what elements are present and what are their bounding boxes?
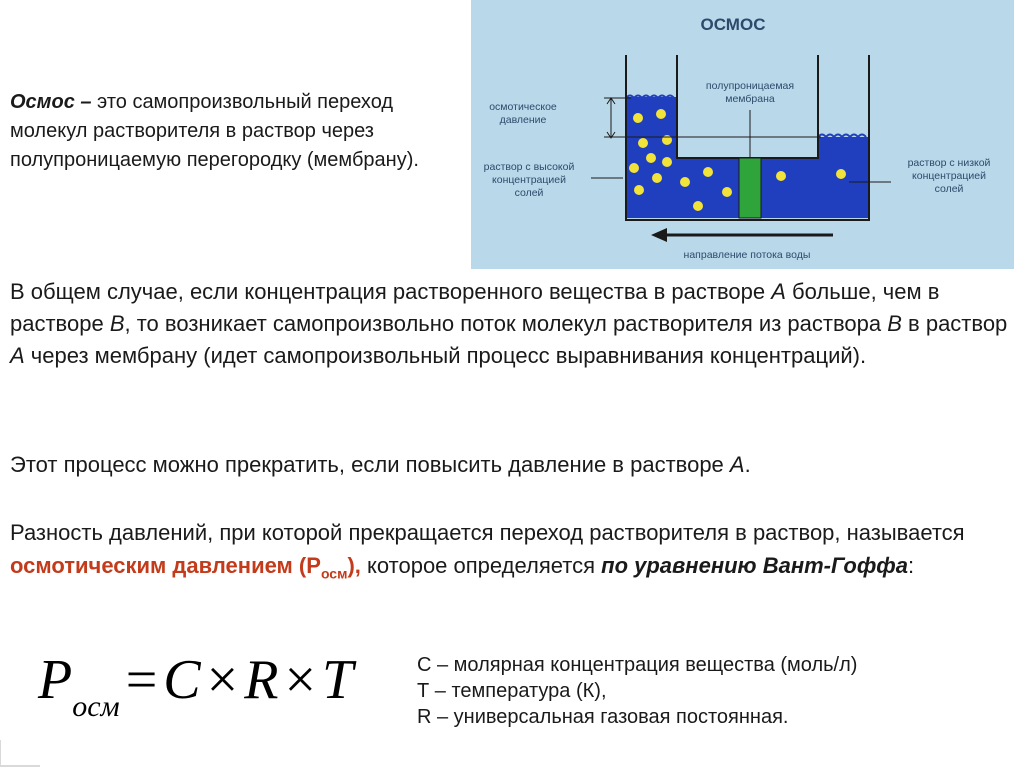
legend-temperature: Т – температура (К),: [417, 680, 607, 702]
definition-term: Осмос –: [10, 91, 92, 113]
center-divider-walls: [677, 55, 818, 158]
osmosis-diagram: [471, 0, 1014, 269]
definition-text: это самопроизвольный переход молекул растворителя в раствор через полупроницаемую перегородку (мембрану).: [10, 91, 419, 171]
osmosis-diagram-svg: [471, 0, 1014, 269]
flow-arrowhead: [651, 228, 667, 242]
osmotic-pressure-subscript: осм: [320, 565, 348, 582]
para3-text-1: Разность давлений, при которой прекращается переход растворителя в раствор, называется: [10, 520, 965, 545]
osmotic-pressure-term-text: осмотическим давлением (Р: [10, 553, 321, 578]
high-label-2: концентрацией: [492, 174, 566, 186]
para1-text-4: в раствор: [901, 311, 1008, 336]
osmosis-definition: [10, 88, 460, 175]
vant-hoff-formula: [38, 648, 408, 728]
para1-text-5: через мембрану (идет самопроизвольный процесс выравнивания концентраций).: [24, 343, 867, 368]
legend-concentration: С – молярная концентрация вещества (моль/л): [417, 654, 858, 676]
vant-hoff-equation-ref: по уравнению Вант-Гоффа: [601, 553, 909, 578]
para1-text-3: , то возникает самопроизвольно поток молекул растворителя из раствора: [124, 311, 888, 336]
formula-r: R: [244, 649, 279, 711]
paragraph-general-case: [10, 276, 1020, 372]
paragraph-stop-process: [10, 449, 1020, 481]
left-surface-waves: [626, 96, 674, 99]
membrane-label-1: полупроницаемая: [705, 80, 795, 92]
para1-text-2: больше, чем в растворе: [10, 279, 940, 336]
high-label-1: раствор с высокой: [483, 161, 575, 173]
formula-times-1: ×: [206, 649, 239, 711]
formula-t: T: [322, 649, 354, 711]
para2-text-2: .: [744, 452, 751, 477]
formula-c: C: [163, 649, 201, 711]
membrane: [739, 158, 761, 218]
para1-solution-b-2: B: [887, 311, 902, 336]
membrane-label-2: мембрана: [725, 93, 775, 105]
para2-text-1: Этот процесс можно прекратить, если повысить давление в растворе: [10, 452, 730, 477]
legend-gas-constant: R – универсальная газовая постоянная.: [417, 706, 789, 728]
para1-solution-a: A: [771, 279, 786, 304]
pressure-label-2: давление: [499, 114, 547, 126]
diagram-title: ОСМОС: [700, 15, 766, 34]
low-label-3: солей: [934, 183, 964, 195]
formula-legend: [417, 652, 1017, 730]
para1-text-1: В общем случае, если концентрация растворенного вещества в растворе: [10, 279, 772, 304]
para3-text-2: которое определяется: [360, 553, 602, 578]
flow-label: направление потока воды: [683, 249, 811, 261]
low-label-1: раствор с низкой: [907, 157, 991, 169]
formula-equals: =: [125, 649, 158, 711]
osmotic-pressure-term: [10, 553, 361, 582]
formula-times-2: ×: [284, 649, 317, 711]
high-label-3: солей: [514, 187, 544, 199]
formula-p: P: [38, 649, 73, 711]
formula-p-subscript: осм: [72, 690, 120, 723]
para1-solution-a-2: A: [10, 343, 25, 368]
osmotic-pressure-term-end: ),: [347, 553, 361, 578]
pressure-label-1: осмотическое: [489, 101, 557, 113]
para2-solution-a: A: [729, 452, 745, 477]
low-label-2: концентрацией: [912, 170, 986, 182]
para3-text-3: :: [908, 553, 915, 578]
right-surface-waves: [818, 135, 866, 138]
paragraph-osmotic-pressure: [10, 516, 1020, 590]
para1-solution-b: B: [109, 311, 125, 336]
